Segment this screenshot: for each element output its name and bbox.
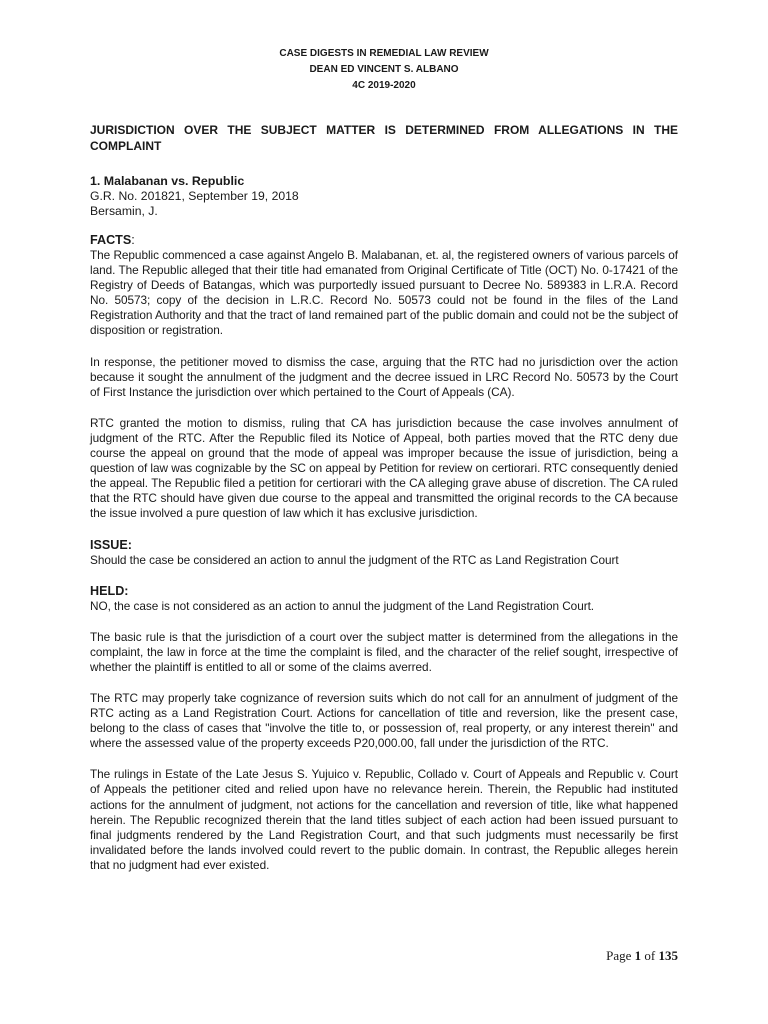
facts-heading-text: FACTS [90, 233, 132, 247]
header-course-title: CASE DIGESTS IN REMEDIAL LAW REVIEW [279, 48, 489, 59]
case-ponente: Bersamin, J. [90, 204, 158, 218]
page-content [90, 46, 678, 873]
page-number-footer [606, 948, 678, 964]
held-paragraph: The RTC may properly take cognizance of reversion suits which do not call for an annulment of judgment of the RTC acting as a Land Registration Court. Actions for cancellation of title and reversion, like the present case, belong to the class of cases that "involve the title to, or possession of, real property, or any interest therein" and where the assessed value of the property exceeds P20,000.00, fall under the jurisdiction of the RTC. [90, 690, 678, 751]
footer-page-word: Page [606, 948, 632, 963]
facts-heading [90, 233, 678, 248]
issue-text: Should the case be considered an action to annul the judgment of the RTC as Land Registration Court [90, 552, 619, 567]
footer-total-pages: 135 [658, 948, 678, 963]
document-header [90, 46, 678, 94]
topic-title: JURISDICTION OVER THE SUBJECT MATTER IS DETERMINED FROM ALLEGATIONS IN THE COMPLAINT [90, 123, 678, 153]
held-paragraph: The rulings in Estate of the Late Jesus S. Yujuico v. Republic, Collado v. Court of Appeals and Republic v. Court of Appeals the petitioner cited and relied upon have no relevance herein. Therein, the Republic had instituted actions for the annulment of judgment, not actions for the cancellation and reversion of title, like what happened herein. The Republic recognized therein that the land titles subject of each action had been issued pursuant to final judgments rendered by the Land Registration Court, and that such judgments must necessarily be first invalidated before the lands involved could revert to the public domain. In contrast, the Republic alleges herein that no judgment had ever existed. [90, 767, 678, 872]
case-meta [90, 189, 678, 219]
held-paragraph: The basic rule is that the jurisdiction of a court over the subject matter is determined from the allegations in the complaint, the law in force at the time the complaint is filed, and the character of the relief sought, irrespective of whether the plaintiff is entitled to all or some of the claims averred. [90, 629, 678, 674]
case-name: 1. Malabanan vs. Republic [90, 174, 245, 188]
header-section-year: 4C 2019-2020 [352, 80, 416, 91]
footer-page-number: 1 [634, 948, 642, 963]
facts-paragraph: RTC granted the motion to dismiss, ruling that CA has jurisdiction because the case involves annulment of judgment of the RTC. After the Republic filed its Notice of Appeal, both parties moved that the RTC deny due course the appeal on ground that the mode of appeal was improper because the issue of jurisdiction, being a question of law was cognizable by the SC on appeal by Petition for review on certiorari. RTC consequently denied the appeal. The Republic filed a petition for certiorari with the CA alleging grave abuse of discretion. The CA ruled that the RTC should have given due course to the appeal and transmitted the original records to the CA because the issue involved a pure question of law which it has exclusive jurisdiction. [90, 415, 678, 521]
facts-paragraph: The Republic commenced a case against Angelo B. Malabanan, et. al, the registered owners of various parcels of land. The Republic alleged that their title had emanated from Original Certificate of Title (OCT) No. 0-17421 of the Registry of Deeds of Batangas, which was purportedly issued pursuant to Decree No. 589383 in L.R.A. Record No. 50573; copy of the decision in L.R.C. Record No. 50573 could not be found in the files of the Land Registration Authority and that the tract of land remained part of the public domain and could not be the subject of disposition or registration. [90, 248, 678, 338]
footer-of-word: of [644, 948, 656, 963]
held-heading: HELD: [90, 583, 129, 598]
issue-heading: ISSUE: [90, 537, 132, 552]
case-gr-number: G.R. No. 201821, September 19, 2018 [90, 189, 299, 203]
held-paragraph: NO, the case is not considered as an action to annul the judgment of the Land Registration Court. [90, 598, 595, 613]
facts-heading-colon: : [131, 233, 135, 247]
header-dean-name: DEAN ED VINCENT S. ALBANO [309, 64, 459, 75]
facts-paragraph: In response, the petitioner moved to dismiss the case, arguing that the RTC had no jurisdiction over the action because it sought the annulment of the judgment and the decree issued in LRC Record No. 50573 by the Court of First Instance the jurisdiction over which pertained to the Court of Appeals (CA). [90, 354, 678, 399]
